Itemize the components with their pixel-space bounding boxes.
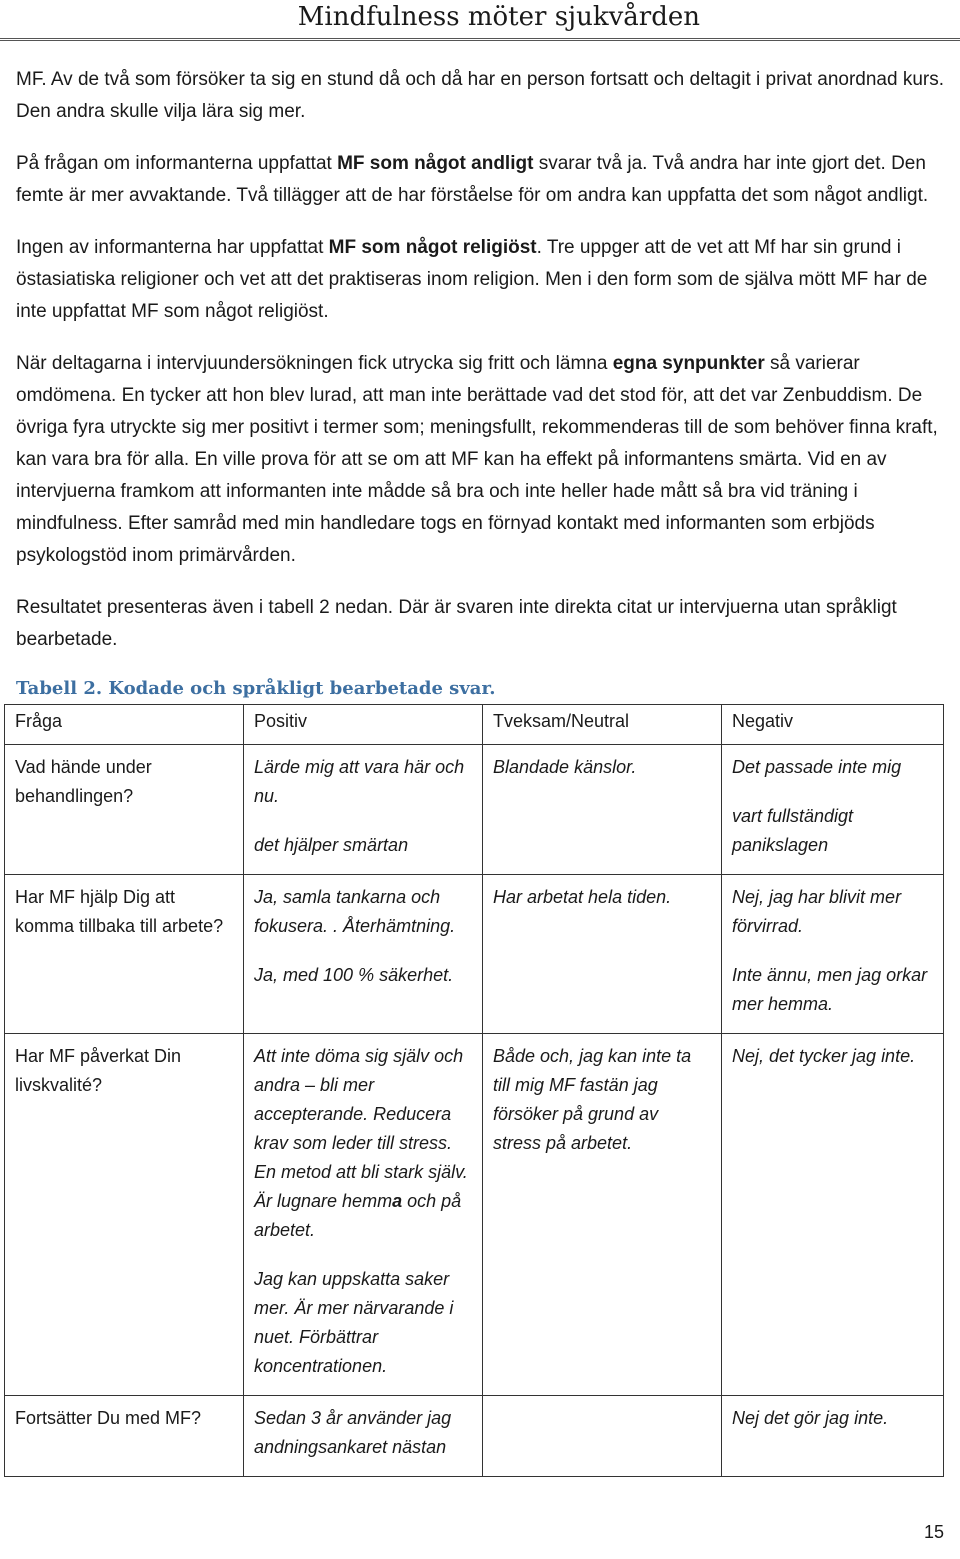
cell-text: Sedan 3 år använder jag andningsankaret nästan — [254, 1408, 452, 1457]
paragraph-4 — [16, 348, 944, 572]
cell-text: Att inte döma sig själv och andra – bli mer accepterande. Reducera krav som leder till stress. En metod att bli stark själv. Är lugnare hemm — [254, 1046, 468, 1211]
cell-text: Har arbetat hela tiden. — [493, 887, 672, 907]
cell-positive — [244, 1396, 483, 1477]
cell-text: Nej, det tycker jag inte. — [732, 1046, 916, 1066]
cell-text: Nej, jag har blivit mer förvirrad. — [732, 887, 902, 936]
header-rule — [0, 38, 960, 41]
cell-question: Har MF hjälp Dig att komma tillbaka till arbete? — [5, 875, 244, 1034]
cell-text: Nej det gör jag inte. — [732, 1408, 889, 1428]
cell-neutral — [483, 745, 722, 875]
header-cell-question: Fråga — [5, 705, 244, 745]
paragraph-3-bold: MF som något religiöst — [328, 237, 537, 258]
cell-text: och på arbetet. — [254, 1191, 462, 1240]
paragraph-2 — [16, 148, 944, 212]
cell-text: Ja, samla tankarna och fokusera. . Återhämtning. — [254, 887, 456, 936]
cell-negative — [722, 1034, 944, 1396]
table-caption: Tabell 2. Kodade och språkligt bearbetade svar. — [16, 678, 496, 699]
cell-text: Både och, jag kan inte ta till mig MF fastän jag försöker på grund av stress på arbetet. — [493, 1046, 692, 1153]
paragraph-4-bold: egna synpunkter — [612, 353, 765, 374]
cell-positive — [244, 745, 483, 875]
cell-text: Jag kan uppskatta saker mer. Är mer närvarande i nuet. Förbättrar koncentrationen. — [254, 1269, 454, 1376]
cell-neutral — [483, 875, 722, 1034]
cell-text: Lärde mig att vara här och nu. — [254, 757, 465, 806]
paragraph-1-text: MF. Av de två som försöker ta sig en stund då och då har en person fortsatt och deltagit i privat anordnad kurs. Den andra skulle vilja lära sig mer. — [16, 69, 944, 122]
cell-text: Blandade känslor. — [493, 757, 637, 777]
cell-text: Inte ännu, men jag orkar mer hemma. — [732, 965, 928, 1014]
paragraph-3-text-a: Ingen av informanterna har uppfattat — [16, 237, 329, 258]
cell-text: Det passade inte mig — [732, 757, 902, 777]
table-row — [5, 1396, 944, 1477]
paragraph-2-text-c: svarar två ja. Två andra har inte gjort det. Den femte är mer avvaktande. Två tillägger att de har förståelse för om andra kan uppfatta det som något andligt. — [16, 153, 929, 206]
paragraph-2-bold: MF som något andligt — [337, 153, 534, 174]
table-header-row — [5, 705, 944, 745]
paragraph-3-text-c: . Tre uppger att de vet att Mf har sin grund i östasiatiska religioner och vet att det praktiseras inom religion. Men i den form som de själva mött MF har de inte uppfattat MF som något religiöst. — [16, 237, 928, 322]
cell-question: Vad hände under behandlingen? — [5, 745, 244, 875]
cell-neutral — [483, 1034, 722, 1396]
cell-text: det hjälper smärtan — [254, 835, 409, 855]
main-content — [16, 64, 944, 1477]
cell-question: Har MF påverkat Din livskvalité? — [5, 1034, 244, 1396]
table-row — [5, 1034, 944, 1396]
cell-positive — [244, 875, 483, 1034]
cell-negative — [722, 745, 944, 875]
cell-text: Ja, med 100 % säkerhet. — [254, 965, 454, 985]
header-cell-neutral: Tveksam/Neutral — [483, 705, 722, 745]
cell-negative — [722, 1396, 944, 1477]
cell-text-bold: a — [392, 1191, 403, 1211]
cell-question: Fortsätter Du med MF? — [5, 1396, 244, 1477]
cell-text: vart fullständigt panikslagen — [732, 806, 854, 855]
table-row — [5, 745, 944, 875]
cell-neutral — [483, 1396, 722, 1477]
header-title: Mindfulness möter sjukvården — [297, 2, 700, 32]
cell-positive — [244, 1034, 483, 1396]
table-row — [5, 875, 944, 1034]
paragraph-5-text: Resultatet presenteras även i tabell 2 nedan. Där är svaren inte direkta citat ur intervjuerna utan språkligt bearbetade. — [16, 597, 897, 650]
header-cell-positive: Positiv — [244, 705, 483, 745]
paragraph-5 — [16, 592, 944, 656]
paragraph-1 — [16, 64, 944, 128]
paragraph-4-text-a: När deltagarna i intervjuundersökningen fick utrycka sig fritt och lämna — [16, 353, 613, 374]
cell-negative — [722, 875, 944, 1034]
paragraph-3 — [16, 232, 944, 328]
header-cell-negative: Negativ — [722, 705, 944, 745]
paragraph-2-text-a: På frågan om informanterna uppfattat — [16, 153, 338, 174]
paragraph-4-text-c: så varierar omdömena. En tycker att hon blev lurad, att man inte berättade vad det stod för, att det var Zenbuddism. De övriga fyra utryckte sig mer positivt i termer som; meningsfullt, rekommenderas till de som behöver finna kraft, kan vara bra för alla. En ville prova för att se om att MF kan ha effekt på informantens smärta. Vid en av intervjuerna framkom att informanten inte mådde så bra och inte heller hade mått så bra vid träning i mindfulness. Efter samråd med min handledare togs en förnyad kontakt med informanten som erbjöds psykologstöd inom primärvården. — [16, 353, 938, 566]
results-table — [4, 704, 944, 1477]
page-number: 15 — [923, 1522, 944, 1542]
